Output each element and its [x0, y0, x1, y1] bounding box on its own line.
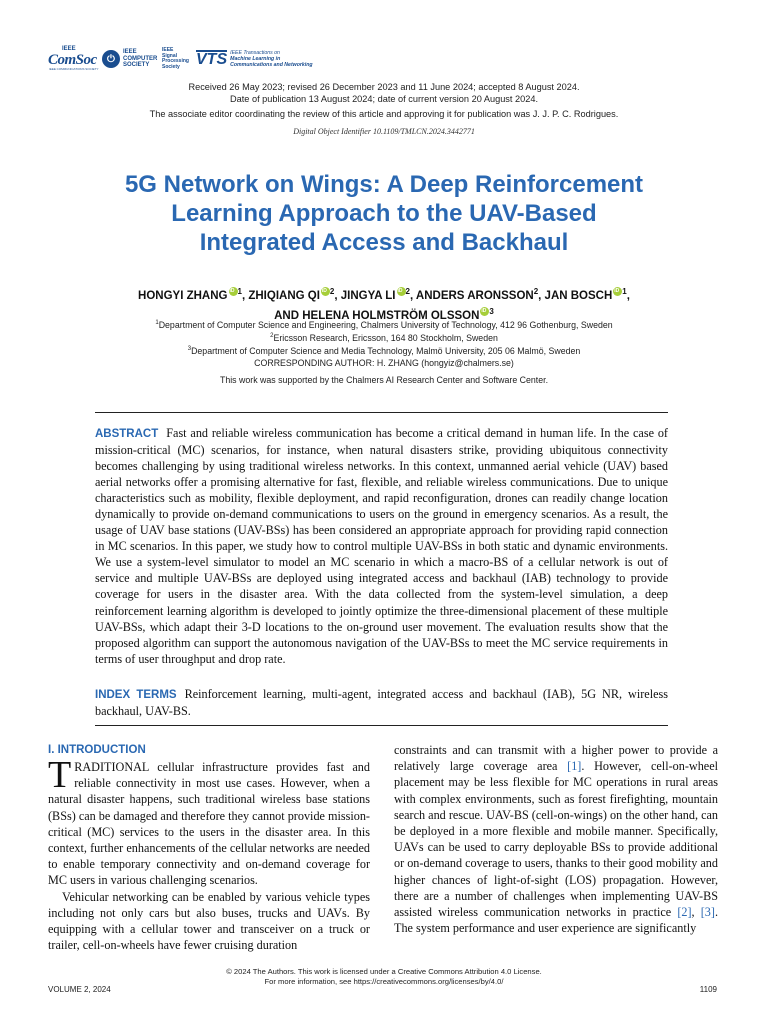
abstract-top-rule: [95, 412, 668, 413]
author-name: ZHIQIANG QI: [248, 289, 320, 302]
text-run: constraints and can transmit with a higher power to provide a relatively large coverage area: [394, 743, 718, 774]
abstract-text: Fast and reliable wireless communication has become a critical demand in human life. In the case of mission-critical (MC) scenarios, for instance, when natural disasters strike, providing ubiquitous connectivity becomes challenging by using traditional wireless networks. In this context, unmanned aerial vehicle (UAV) based aerial networks offer a promising alternative for fast, flexible, and reliable wireless communications. Due to unique characteristics such as mobility, flexible deployment, and rapid reconfiguration, drones can readily change location dynamically to provide on-demand communications to users on the ground in emergency scenarios. As a result, the usage of UAV base stations (UAV-BSs) has been considered an appropriate approach for providing rapid connection in MC scenarios. In this paper, we study how to control multiple UAV-BSs in both static and dynamic environments. We use a system-level simulator to model an MC scenario in which a macro-BS of a cellular network is out of service and multiple UAV-BSs are deployed using integrated access and backhaul (IAB) technology to provide coverage for users in the disaster area. With the data collected from the system-level simulation, a deep reinforcement learning algorithm is developed to jointly optimize the three-dimensional placement of these multiple UAV-BSs, which adapt their 3-D locations to the on-ground user movement. The evaluation results show that the proposed algorithm can support the autonomous navigation of the UAV-BSs to meet the MC service requirements in terms of user throughput and drop rate.: [95, 426, 668, 666]
author-affiliation-mark: 3: [489, 306, 494, 316]
index-terms: [95, 686, 668, 719]
vts-mark: VTS: [196, 51, 228, 68]
journal-name-line1: IEEE Transactions on: [230, 50, 280, 56]
affiliation-text: Department of Computer Science and Media Technology, Malmö University, 205 06 Malmö, Sweden: [191, 346, 581, 357]
journal-name: [230, 50, 312, 68]
license-line2[interactable]: For more information, see https://creativecommons.org/licenses/by/4.0/: [264, 976, 504, 986]
affiliation-1: [0, 318, 768, 331]
body-left-column: [48, 742, 370, 953]
drop-cap: T: [48, 754, 72, 796]
funding-note: This work was supported by the Chalmers AI Research Center and Software Center.: [219, 375, 549, 385]
computer-society-logo: [102, 46, 162, 72]
history-received: Received 26 May 2023; revised 26 December 2023 and 11 June 2024; accepted 8 August 2024.: [188, 82, 580, 92]
cs-line1: IEEE: [123, 49, 137, 56]
section-heading-introduction: I. INTRODUCTION: [48, 744, 146, 756]
title-line1: 5G Network on Wings: A Deep Reinforcement: [124, 171, 644, 198]
author-separator: ,: [626, 289, 630, 302]
affiliation-mark: 3: [187, 346, 192, 353]
footer-page-number: 1109: [699, 985, 717, 994]
orcid-icon[interactable]: [397, 287, 406, 296]
index-terms-text: Reinforcement learning, multi-agent, integrated access and backhaul (IAB), 5G NR, wireless backhaul, UAV-BS.: [95, 687, 668, 718]
intro-paragraph-2: Vehicular networking can be enabled by various vehicle types including not only cars but also buses, trucks and UAVs. By equipping with a cellular tower and transceiver on a truck or trailer, cell-on-wheels have fewer cruising duration: [48, 889, 370, 953]
computer-society-text: [123, 49, 157, 69]
author-affiliation-mark: 2: [329, 287, 335, 296]
affiliation-text: Department of Computer Science and Engineering, Chalmers University of Technology, 412 96 Gothenburg, Sweden: [158, 319, 613, 330]
journal-name-line3: Communications and Networking: [230, 62, 313, 68]
cs-line3: SOCIETY: [123, 62, 150, 69]
text-run: . The system performance and user experience are significantly: [394, 905, 718, 936]
orcid-icon[interactable]: [613, 287, 622, 296]
paper-title: [0, 170, 768, 257]
license-note: [0, 967, 768, 986]
affiliations: [0, 318, 768, 369]
sp-line3: Processing: [162, 58, 189, 64]
author-name: HONGYI ZHANG: [138, 289, 228, 302]
cs-line2: COMPUTER: [123, 55, 158, 62]
orcid-icon[interactable]: [229, 287, 238, 296]
intro-paragraph-1: [48, 754, 370, 889]
text-run: ,: [691, 905, 701, 920]
affiliation-mark: 2: [270, 333, 274, 340]
abstract-bottom-rule: [95, 725, 668, 726]
doi[interactable]: Digital Object Identifier 10.1109/TMLCN.2024.3442771: [293, 127, 475, 136]
title-line2: Learning Approach to the UAV-Based: [171, 200, 597, 227]
affiliation-3: [0, 344, 768, 357]
orcid-icon[interactable]: [321, 287, 330, 296]
affiliation-text: Ericsson Research, Ericsson, 164 80 Stockholm, Sweden: [273, 333, 498, 344]
citation-link[interactable]: [3]: [700, 905, 715, 920]
history-published: Date of publication 13 August 2024; date of current version 20 August 2024.: [230, 93, 538, 104]
author-name: AND HELENA HOLMSTRÖM OLSSON: [274, 309, 480, 322]
affiliation-mark: 1: [155, 320, 159, 326]
author-separator: ,: [409, 289, 416, 302]
publication-history: [0, 82, 768, 105]
sp-line1: IEEE: [162, 47, 174, 53]
signal-processing-logo: [162, 46, 196, 72]
abstract: [95, 425, 668, 667]
footer-volume: VOLUME 2, 2024: [48, 985, 111, 994]
body-right-column: [394, 742, 718, 936]
author-separator: ,: [334, 289, 341, 302]
comsoc-logo-name: ComSoc: [48, 52, 97, 68]
associate-editor-note: The associate editor coordinating the review of this article and approving it for publication was J. J. P. C. Rodrigues.: [149, 109, 619, 119]
comsoc-logo-ieee: IEEE: [62, 46, 76, 52]
author-name: JAN BOSCH: [544, 289, 613, 302]
corresponding-author: CORRESPONDING AUTHOR: H. ZHANG (hongyiz@chalmers.se): [254, 357, 514, 368]
citation-link[interactable]: [2]: [677, 905, 692, 920]
author-name: ANDERS ARONSSON: [415, 289, 534, 302]
vts-journal-logo: [196, 46, 313, 72]
author-separator: ,: [538, 289, 545, 302]
abstract-label: ABSTRACT: [95, 428, 159, 440]
author-affiliation-mark: 1: [237, 287, 242, 296]
title-line3: Integrated Access and Backhaul: [199, 229, 569, 256]
index-terms-label: INDEX TERMS: [95, 689, 177, 701]
author-separator: ,: [241, 289, 249, 302]
license-line1: © 2024 The Authors. This work is licensed under a Creative Commons Attribution 4.0 License.: [226, 967, 542, 976]
journal-name-line2: Machine Learning in: [230, 56, 281, 62]
sp-line4: Society: [162, 63, 180, 70]
comsoc-logo: [48, 46, 102, 72]
sp-line2: Signal: [162, 52, 178, 59]
affiliation-2: [0, 331, 768, 344]
publisher-logos: [48, 46, 313, 72]
comsoc-logo-tagline: IEEE COMMUNICATIONS SOCIETY: [49, 67, 99, 71]
computer-society-icon: ⏻: [102, 50, 120, 68]
author-affiliation-mark: 2: [533, 287, 539, 296]
citation-link[interactable]: [1]: [567, 759, 582, 774]
author-affiliation-mark: 1: [622, 287, 627, 296]
intro-paragraph-1-text: RADITIONAL cellular infrastructure provides fast and reliable connectivity in most use cases. However, when a natural disaster happens, such traditional wireless base stations (BSs) can be damaged and therefore they cannot provide mission-critical (MC) services to the users in the disaster area. In this context, further enhancements of the cellular networks are needed to enable temporary connectivity and on-demand coverage for MC users in various challenging scenarios.: [48, 760, 370, 888]
author-name: JINGYA LI: [340, 289, 396, 302]
author-affiliation-mark: 2: [405, 287, 410, 296]
intro-paragraph-2-cont: [394, 742, 718, 936]
text-run: . However, cell-on-wheel placement may be less flexible for MC operations in rural areas with complex environments, such as forest firefighting, mountain search and rescue. UAV-BS (cell-on-wings) on the other hand, can be deployed in a more flexible and mobile manner. Specifically, UAVs can be used to carry deployable BSs to provide additional or on-demand coverage to users, thanks to their good mobility and higher chances of light-of-sight (LOS) propagation. However, there are a number of challenges when implementing UAV-BS assisted wireless communication networks in practice: [394, 759, 718, 920]
